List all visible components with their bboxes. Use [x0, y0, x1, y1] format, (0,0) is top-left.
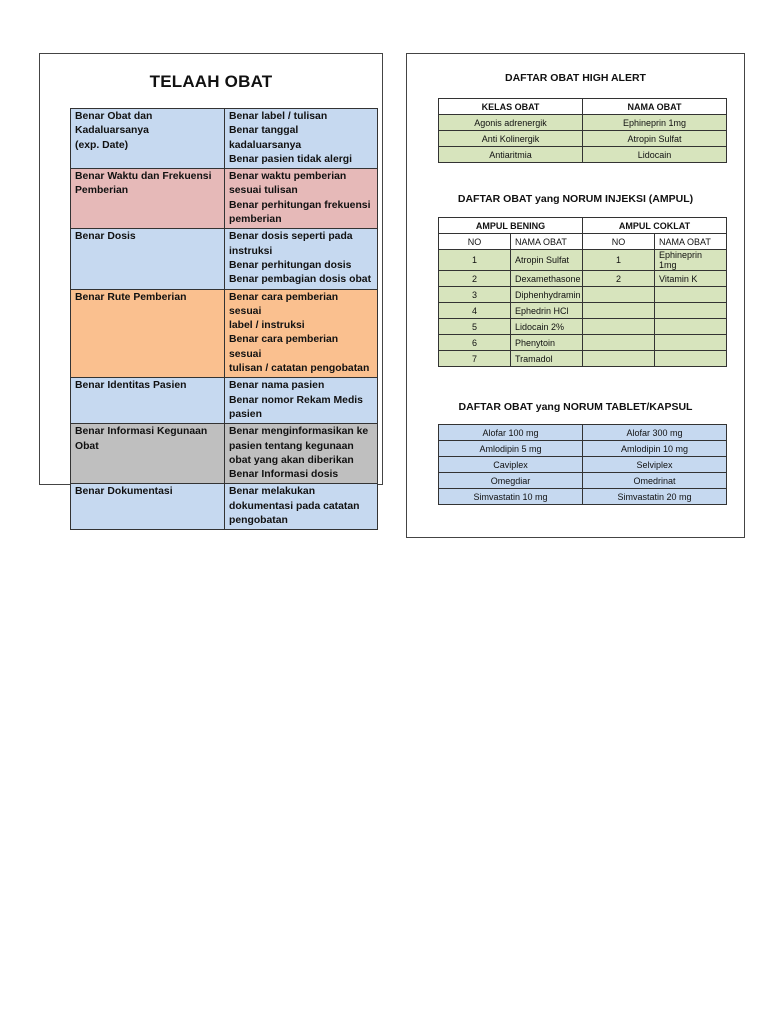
telaah-text-line: Benar label / tulisan [229, 111, 328, 122]
telaah-text-line: pasien [229, 408, 262, 420]
high-alert-cell: Atropin Sulfat [583, 131, 727, 147]
high-alert-cell: Antiaritmia [439, 147, 583, 163]
ampul-no-cell: 5 [439, 319, 511, 335]
ampul-no-cell: 2 [439, 271, 511, 287]
telaah-text-line: Benar Rute Pemberian [75, 291, 187, 303]
tablet-cell: Omegdiar [439, 473, 583, 489]
ampul-name-cell [655, 335, 727, 351]
telaah-text-line: (exp. Date) [75, 139, 129, 151]
high-alert-cell: Anti Kolinergik [439, 131, 583, 147]
telaah-criterion-cell [71, 169, 225, 229]
telaah-text-line: Benar menginformasikan ke [229, 426, 369, 438]
telaah-detail-cell [225, 424, 378, 484]
telaah-text-line: instruksi [229, 245, 273, 257]
tablet-cell: Alofar 100 mg [439, 425, 583, 441]
telaah-text-line: pemberian [229, 214, 282, 226]
telaah-text-line: tulisan / catatan pengobatan [229, 363, 370, 375]
telaah-criterion-cell [71, 289, 225, 378]
ampul-no-cell [583, 319, 655, 335]
ampul-subheader-nama-coklat: NAMA OBAT [655, 234, 727, 250]
telaah-detail-cell [225, 378, 378, 424]
ampul-no-cell: 3 [439, 287, 511, 303]
telaah-text-line: Benar perhitungan frekuensi [229, 199, 371, 211]
telaah-text-line: Benar Informasi Kegunaan [75, 426, 208, 438]
ampul-header-bening: AMPUL BENING [439, 218, 583, 234]
telaah-text-line: Benar melakukan [229, 486, 316, 498]
telaah-detail-cell [225, 229, 378, 289]
tablet-row [439, 457, 727, 473]
ampul-row [439, 319, 727, 335]
ampul-name-cell: Dexamethasone [511, 271, 583, 287]
ampul-row [439, 351, 727, 367]
telaah-text-line: Pemberian [75, 185, 129, 197]
ampul-name-cell: Lidocain 2% [511, 319, 583, 335]
ampul-row [439, 303, 727, 319]
telaah-text-line: label / instruksi [229, 320, 305, 332]
high-alert-cell: Lidocain [583, 147, 727, 163]
telaah-text-line: Benar nomor Rekam Medis [229, 394, 363, 406]
telaah-text-line: dokumentasi pada catatan [229, 500, 360, 512]
ampul-subheader-nama-bening: NAMA OBAT [511, 234, 583, 250]
tablet-row [439, 441, 727, 457]
ampul-no-cell: 1 [439, 250, 511, 271]
telaah-text-line: Benar dosis seperti pada [229, 231, 353, 243]
tablet-title: DAFTAR OBAT yang NORUM TABLET/KAPSUL [458, 401, 693, 413]
ampul-title: DAFTAR OBAT yang NORUM INJEKSI (AMPUL) [457, 193, 694, 205]
tablet-row [439, 473, 727, 489]
ampul-name-cell [655, 303, 727, 319]
telaah-text-line: Benar nama pasien [229, 380, 325, 392]
ampul-no-cell [583, 335, 655, 351]
telaah-text-line: Benar Informasi dosis [229, 469, 339, 481]
telaah-text-line: Benar Dosis [75, 231, 136, 243]
telaah-text-line: obat yang akan diberikan [229, 454, 354, 466]
telaah-detail-cell [225, 109, 378, 169]
telaah-text-line: Benar waktu pemberian [229, 171, 347, 183]
tablet-row [439, 425, 727, 441]
tablet-cell: Amlodipin 10 mg [583, 441, 727, 457]
telaah-criterion-cell [71, 484, 225, 530]
telaah-text-line: Benar cara pemberian sesuai [229, 334, 339, 360]
high-alert-row [439, 131, 727, 147]
telaah-row [71, 424, 378, 484]
ampul-subheader-no-coklat: NO [583, 234, 655, 250]
ampul-row [439, 250, 727, 271]
telaah-criterion-cell [71, 229, 225, 289]
tablet-cell: Simvastatin 10 mg [439, 489, 583, 505]
tablet-table [438, 424, 727, 505]
ampul-subheader-no-bening: NO [439, 234, 511, 250]
telaah-text-line: Benar perhitungan dosis [229, 259, 352, 271]
tablet-cell: Selviplex [583, 457, 727, 473]
telaah-text-line: Benar Obat dan [75, 111, 153, 122]
telaah-text-line: sesuai tulisan [229, 185, 298, 197]
telaah-text-line: Benar cara pemberian sesuai [229, 291, 339, 317]
ampul-no-cell [583, 351, 655, 367]
telaah-text-line: Obat [75, 440, 99, 452]
telaah-text-line: Benar Waktu dan Frekuensi [75, 171, 212, 183]
telaah-text-line: pengobatan [229, 515, 288, 527]
telaah-obat-title: TELAAH OBAT [149, 72, 273, 91]
high-alert-header-kelas: KELAS OBAT [439, 99, 583, 115]
ampul-no-cell: 4 [439, 303, 511, 319]
high-alert-row [439, 147, 727, 163]
ampul-table [438, 217, 727, 367]
telaah-text-line: Benar pasien tidak alergi [229, 153, 353, 165]
telaah-row [71, 484, 378, 530]
telaah-row [71, 289, 378, 378]
ampul-row [439, 335, 727, 351]
ampul-no-cell: 7 [439, 351, 511, 367]
high-alert-header-nama: NAMA OBAT [583, 99, 727, 115]
tablet-row [439, 489, 727, 505]
ampul-no-cell: 1 [583, 250, 655, 271]
telaah-obat-card [39, 53, 383, 527]
tablet-cell: Omedrinat [583, 473, 727, 489]
ampul-row [439, 271, 727, 287]
telaah-detail-cell [225, 484, 378, 530]
ampul-header-coklat: AMPUL COKLAT [583, 218, 727, 234]
ampul-name-cell: Phenytoin [511, 335, 583, 351]
ampul-name-cell: Ephedrin HCl [511, 303, 583, 319]
high-alert-title: DAFTAR OBAT HIGH ALERT [505, 72, 646, 84]
telaah-criterion-cell [71, 109, 225, 169]
tablet-cell: Alofar 300 mg [583, 425, 727, 441]
ampul-no-cell [583, 287, 655, 303]
ampul-no-cell: 6 [439, 335, 511, 351]
telaah-text-line: Benar Identitas Pasien [75, 380, 187, 392]
telaah-row [71, 378, 378, 424]
tablet-cell: Amlodipin 5 mg [439, 441, 583, 457]
ampul-name-cell: Tramadol [511, 351, 583, 367]
telaah-row [71, 229, 378, 289]
high-alert-cell: Agonis adrenergik [439, 115, 583, 131]
telaah-text-line: Benar Dokumentasi [75, 486, 173, 498]
telaah-criterion-cell [71, 424, 225, 484]
drug-lists-card [406, 53, 745, 538]
ampul-no-cell [583, 303, 655, 319]
telaah-criterion-cell [71, 378, 225, 424]
telaah-text-line: pasien tentang kegunaan [229, 440, 354, 452]
ampul-name-cell [655, 319, 727, 335]
tablet-cell: Simvastatin 20 mg [583, 489, 727, 505]
telaah-detail-cell [225, 169, 378, 229]
telaah-text-line: Benar pembagian dosis obat [229, 274, 372, 286]
high-alert-cell: Ephineprin 1mg [583, 115, 727, 131]
high-alert-table [438, 98, 727, 163]
telaah-text-line: Kadaluarsanya [75, 125, 149, 137]
telaah-obat-table [70, 108, 378, 530]
telaah-text-line: Benar tanggal kadaluarsanya [229, 125, 302, 151]
ampul-name-cell: Ephineprin 1mg [655, 250, 727, 271]
ampul-name-cell: Atropin Sulfat [511, 250, 583, 271]
high-alert-row [439, 115, 727, 131]
ampul-row [439, 287, 727, 303]
telaah-detail-cell [225, 289, 378, 378]
telaah-row [71, 169, 378, 229]
ampul-name-cell: Vitamin K [655, 271, 727, 287]
ampul-no-cell: 2 [583, 271, 655, 287]
ampul-name-cell [655, 287, 727, 303]
tablet-cell: Caviplex [439, 457, 583, 473]
ampul-name-cell: Diphenhydramin [511, 287, 583, 303]
telaah-row [71, 109, 378, 169]
ampul-name-cell [655, 351, 727, 367]
